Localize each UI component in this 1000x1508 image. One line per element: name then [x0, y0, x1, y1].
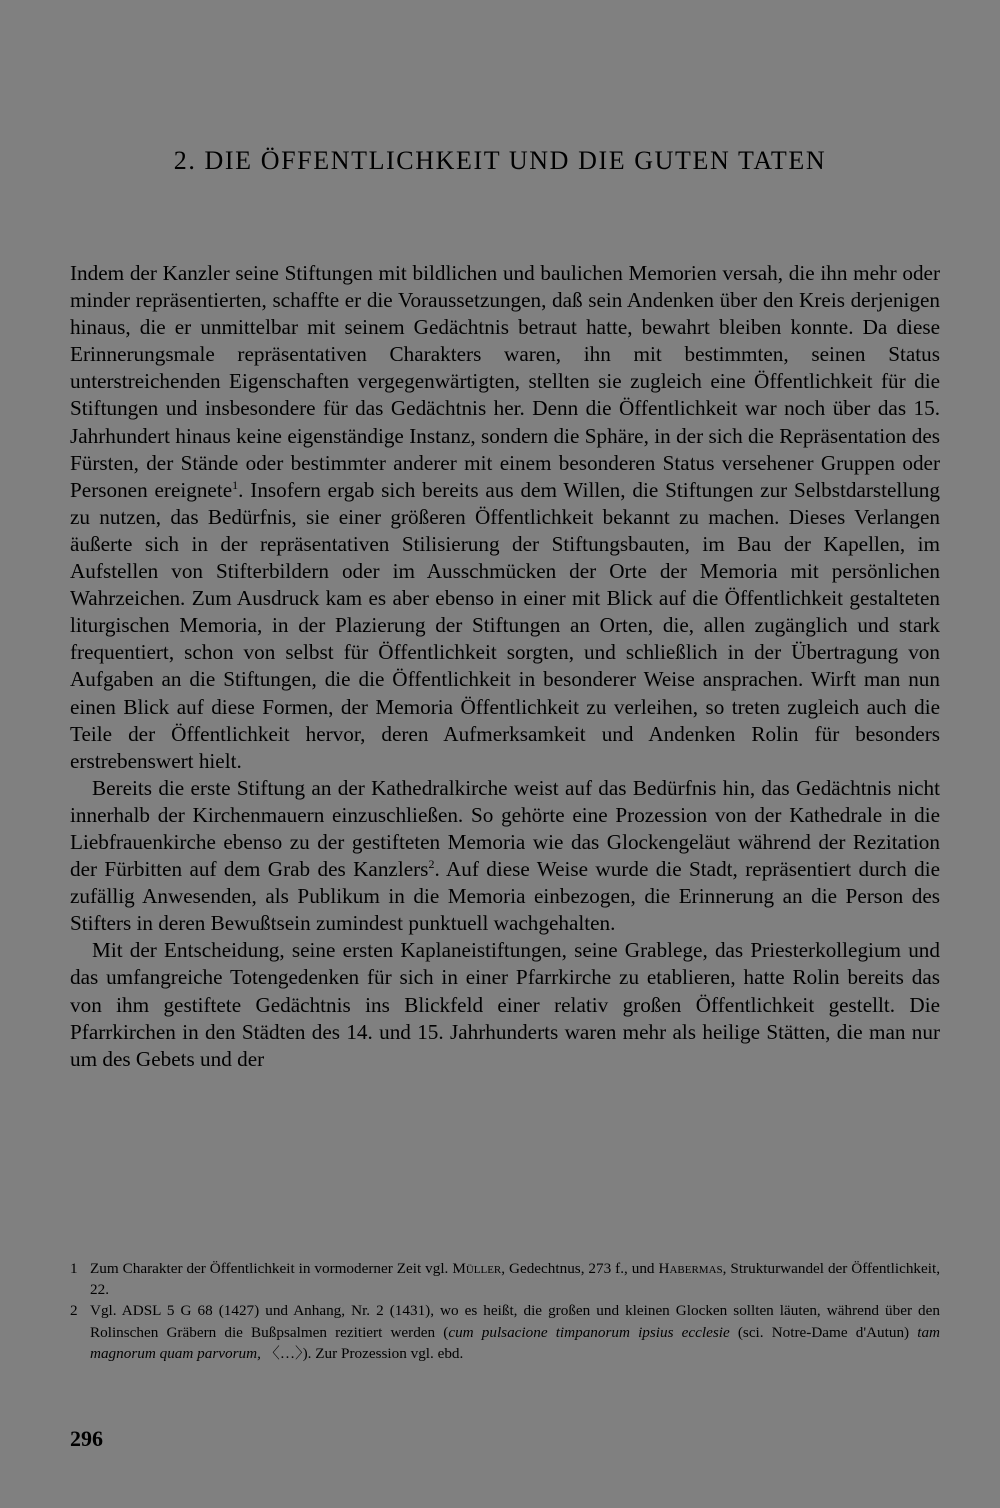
page-number: 296	[70, 1426, 103, 1451]
footnote-ref-1: 1	[232, 477, 239, 492]
chapter-heading: 2. DIE ÖFFENTLICHKEIT UND DIE GUTEN TATEN	[173, 146, 827, 175]
footnote-text: , Gedechtnus, 273 f., und	[501, 1260, 655, 1277]
footnote-number: 2	[70, 1302, 78, 1320]
body-text	[70, 260, 940, 1073]
footnote-2	[70, 1300, 940, 1364]
author-name: Habermas	[658, 1260, 723, 1277]
footnote-1	[70, 1258, 940, 1300]
paragraph-3: Mit der Entscheidung, seine ersten Kaplaneistiftungen, seine Grablege, das Priesterkollegium und das umfangreiche Totengedenken für sich in einer Pfarrkirche zu etablieren, hatte Rolin bereits das von ihm gestiftete Gedächtnis ins Blickfeld einer relativ großen Öffentlichkeit gestellt. Die Pfarrkirchen in den Städten des 14. und 15. Jahrhunderts waren mehr als heilige Stätten, die man nur um des Gebets und der	[70, 938, 940, 1071]
footnote-text: , Strukturwandel der Öffentlichkeit, 22.	[90, 1260, 940, 1299]
paragraph-2-text-b: . Auf diese Weise wurde die Stadt, repräsentiert durch die zufällig Anwesenden, als Publikum in die Memoria einbezogen, die Erinnerung an die Person des Stifters in deren Bewußtsein zumindest punktuell wachgehalten.	[70, 857, 940, 936]
paragraph-1	[70, 260, 940, 775]
latin-quote: cum pulsacione timpanorum ipsius ecclesie	[448, 1323, 730, 1341]
footnote-text: Zum Charakter der Öffentlichkeit in vormoderner Zeit vgl.	[90, 1260, 449, 1277]
paragraph-1-text-a: Indem der Kanzler seine Stiftungen mit bildlichen und baulichen Memorien versah, die ihn mehr oder minder repräsentierten, schaffte er die Voraussetzungen, daß sein Andenken über den Kreis derjenigen hinaus, die er unmittelbar mit seinem Gedächtnis betraut hatte, bewahrt bleiben konnte. Da diese Erinnerungsmale repräsentativen Charakters waren, ihn mit bestimmten, seinen Status unterstreichenden Eigenschaften vergegenwärtigten, stellten sie zugleich eine Öffentlichkeit für die Stiftungen und insbesondere für das Gedächtnis her. Denn die Öffentlichkeit war noch über das 15. Jahrhundert hinaus keine eigenständige Instanz, sondern die Sphäre, in der sich die Repräsentation des Fürsten, der Stände oder bestimmter anderer mit einem besonderen Status versehener Gruppen oder Personen ereignete	[70, 261, 940, 502]
footnote-ref-2: 2	[428, 857, 435, 872]
paragraph-2	[70, 775, 940, 938]
footnote-text: Vgl. ADSL 5 G 68 (1427) und Anhang, Nr. 2 (1431), wo es heißt, die großen und kleinen Glocken sollten läuten, während über den Rolinschen Gräbern die Bußpsalmen rezitiert werden (	[90, 1302, 940, 1341]
footnotes	[70, 1258, 940, 1364]
footnote-text: (sci. Notre-Dame d'Autun)	[729, 1323, 918, 1341]
footnote-number: 1	[70, 1260, 78, 1277]
latin-quote: tam magnorum quam parvorum,	[90, 1323, 941, 1362]
footnote-text: 〈…〉). Zur Prozession vgl. ebd.	[260, 1344, 464, 1362]
author-name: Müller	[452, 1260, 502, 1277]
paragraph-1-text-b: . Insofern ergab sich bereits aus dem Willen, die Stiftungen zur Selbstdarstellung zu nutzen, das Bedürfnis, sie einer größeren Öffentlichkeit bekannt zu machen. Dieses Verlangen äußerte sich in der repräsentativen Stilisierung der Stiftungsbauten, im Bau der Kapellen, im Aufstellen von Stifterbildern oder im Ausschmücken der Orte der Memoria mit persönlichen Wahrzeichen. Zum Ausdruck kam es aber ebenso in einer mit Blick auf die Öffentlichkeit gestalteten liturgischen Memoria, in der Plazierung der Stiftungen an Orten, die, allen zugänglich und stark frequentiert, schon von selbst für Öffentlichkeit sorgten, und schließlich in der Übertragung von Aufgaben an die Stiftungen, die die Öffentlichkeit in besonderer Weise ansprachen. Wirft man nun einen Blick auf diese Formen, der Memoria Öffentlichkeit zu verleihen, so treten zugleich auch die Teile der Öffentlichkeit hervor, deren Aufmerksamkeit und Andenken Rolin für besonders erstrebenswert hielt.	[70, 477, 940, 773]
paragraph-2-text-a: Bereits die erste Stiftung an der Kathedralkirche weist auf das Bedürfnis hin, das Gedächtnis nicht innerhalb der Kirchenmauern einzuschließen. So gehörte eine Prozession von der Kathedrale in die Liebfrauenkirche ebenso zu der gestifteten Memoria wie das Glockengeläut während der Rezitation der Fürbitten auf dem Grab des Kanzlers	[70, 775, 940, 882]
